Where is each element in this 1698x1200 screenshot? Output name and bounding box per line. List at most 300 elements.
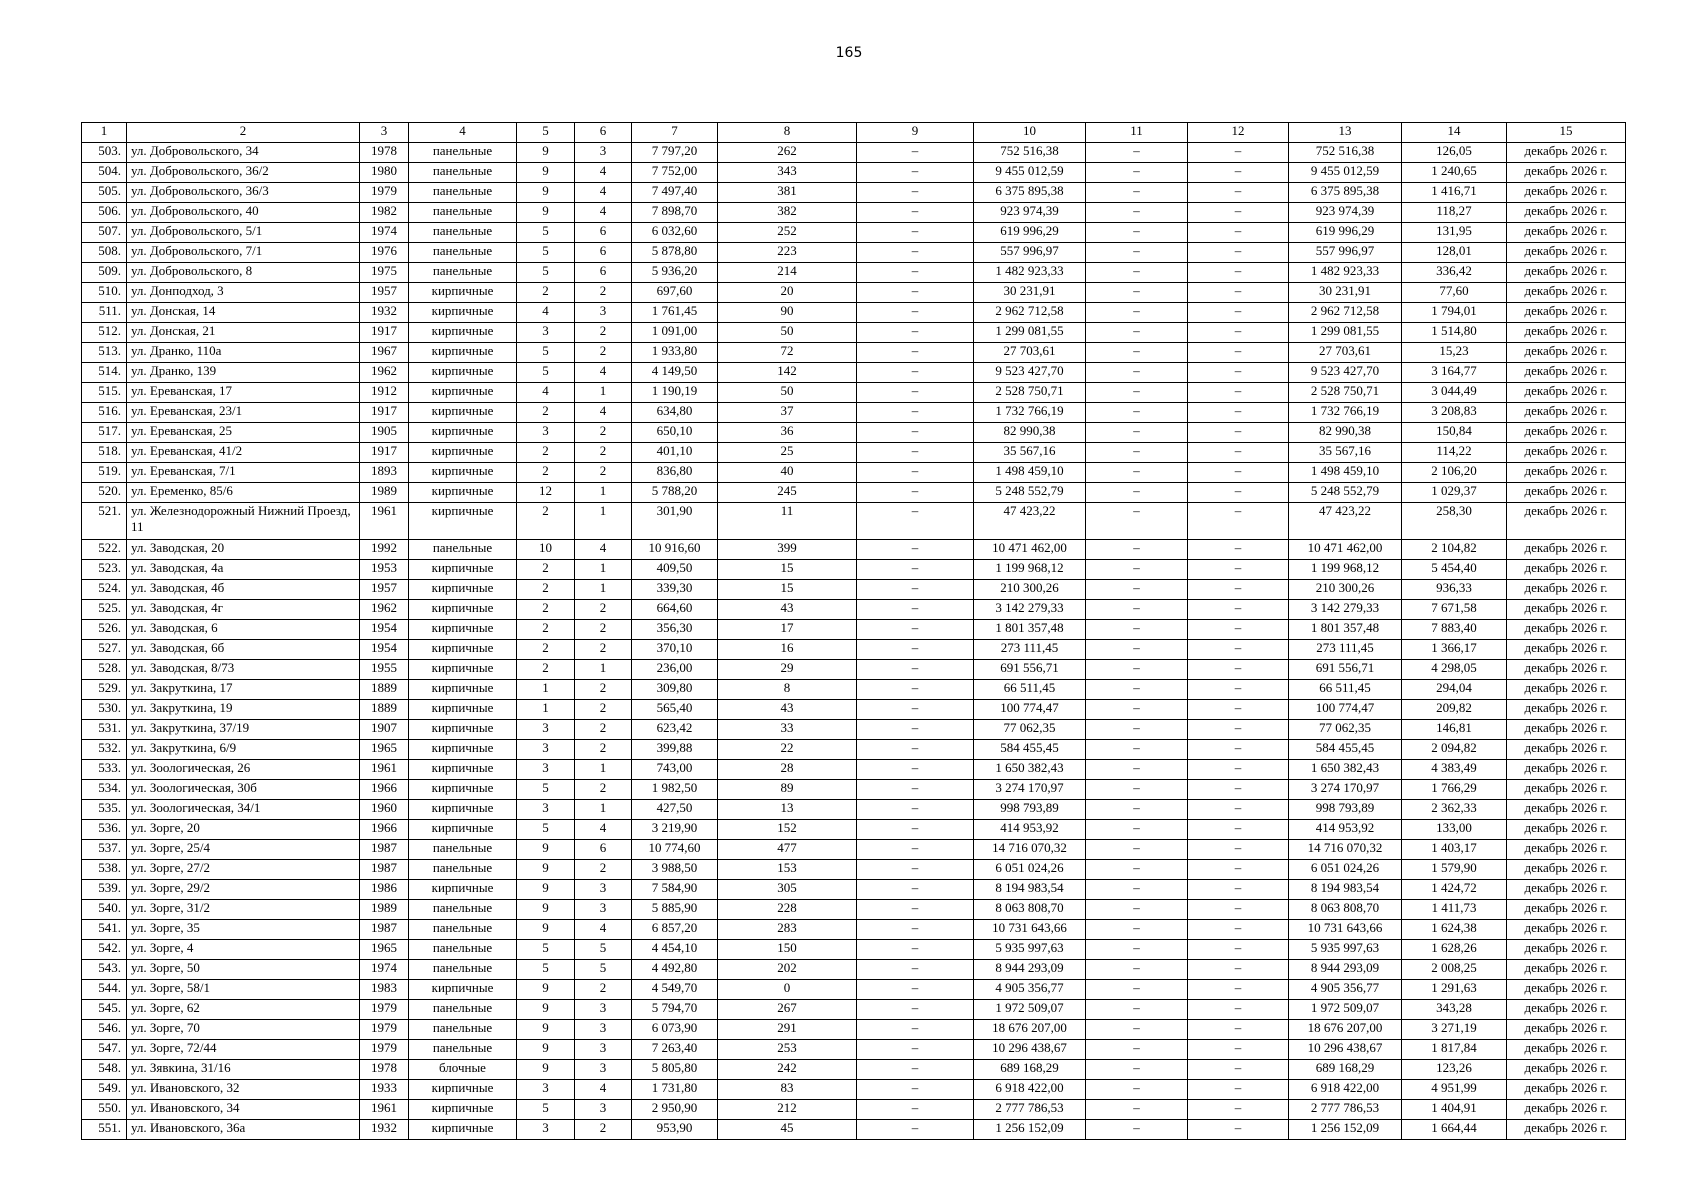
cell-floors: 4 — [517, 383, 575, 403]
cell-col-11: – — [1086, 503, 1188, 540]
table-row — [82, 403, 1626, 423]
cell-deadline: декабрь 2026 г. — [1507, 303, 1626, 323]
cell-residents: 43 — [718, 600, 857, 620]
cell-deadline: декабрь 2026 г. — [1507, 880, 1626, 900]
cell-cost-total-13: 923 974,39 — [1289, 203, 1402, 223]
cell-floors: 1 — [517, 700, 575, 720]
table-row — [82, 880, 1626, 900]
cell-cost-total-13: 1 256 152,09 — [1289, 1120, 1402, 1140]
cell-floors: 1 — [517, 680, 575, 700]
cell-residents: 291 — [718, 1020, 857, 1040]
cell-col-11: – — [1086, 700, 1188, 720]
cell-row-number: 536. — [82, 820, 127, 840]
cell-total-cost: 1 650 382,43 — [974, 760, 1086, 780]
cell-cost-total-13: 6 051 024,26 — [1289, 860, 1402, 880]
cell-col-11: – — [1086, 880, 1188, 900]
cell-address: ул. Зорге, 50 — [127, 960, 360, 980]
cell-wall-material: кирпичные — [409, 680, 517, 700]
cell-address: ул. Зорге, 27/2 — [127, 860, 360, 880]
cell-col-12: – — [1188, 940, 1289, 960]
cell-floors: 9 — [517, 1020, 575, 1040]
cell-total-cost: 1 299 081,55 — [974, 323, 1086, 343]
cell-deadline: декабрь 2026 г. — [1507, 503, 1626, 540]
cell-row-number: 547. — [82, 1040, 127, 1060]
cell-col-12: – — [1188, 700, 1289, 720]
cell-col-11: – — [1086, 540, 1188, 560]
cell-col-11: – — [1086, 1000, 1188, 1020]
cell-total-area: 7 584,90 — [632, 880, 718, 900]
cell-entrances: 3 — [575, 143, 632, 163]
table-row — [82, 740, 1626, 760]
cell-cost-total-13: 619 996,29 — [1289, 223, 1402, 243]
cell-total-area: 356,30 — [632, 620, 718, 640]
cell-floors: 9 — [517, 1060, 575, 1080]
cell-cost-per-sqm: 1 628,26 — [1402, 940, 1507, 960]
cell-total-cost: 10 296 438,67 — [974, 1040, 1086, 1060]
cell-cost-per-sqm: 4 383,49 — [1402, 760, 1507, 780]
cell-wall-material: панельные — [409, 1020, 517, 1040]
table-row — [82, 700, 1626, 720]
cell-total-area: 1 091,00 — [632, 323, 718, 343]
cell-col-11: – — [1086, 920, 1188, 940]
table-row — [82, 343, 1626, 363]
cell-deadline: декабрь 2026 г. — [1507, 720, 1626, 740]
cell-col-11: – — [1086, 660, 1188, 680]
cell-residents: 399 — [718, 540, 857, 560]
cell-total-area: 301,90 — [632, 503, 718, 540]
cell-total-area: 309,80 — [632, 680, 718, 700]
cell-year-built: 1955 — [360, 660, 409, 680]
cell-wall-material: кирпичные — [409, 343, 517, 363]
cell-deadline: декабрь 2026 г. — [1507, 920, 1626, 940]
cell-residents: 8 — [718, 680, 857, 700]
cell-row-number: 526. — [82, 620, 127, 640]
cell-col-9: – — [857, 1020, 974, 1040]
cell-residents: 43 — [718, 700, 857, 720]
cell-cost-total-13: 1 482 923,33 — [1289, 263, 1402, 283]
table-row — [82, 580, 1626, 600]
cell-floors: 5 — [517, 820, 575, 840]
cell-col-11: – — [1086, 1060, 1188, 1080]
cell-cost-per-sqm: 3 044,49 — [1402, 383, 1507, 403]
cell-address: ул. Зорге, 35 — [127, 920, 360, 940]
cell-wall-material: кирпичные — [409, 720, 517, 740]
cell-row-number: 515. — [82, 383, 127, 403]
cell-deadline: декабрь 2026 г. — [1507, 540, 1626, 560]
table-row — [82, 660, 1626, 680]
cell-cost-total-13: 3 274 170,97 — [1289, 780, 1402, 800]
cell-deadline: декабрь 2026 г. — [1507, 343, 1626, 363]
cell-entrances: 4 — [575, 1080, 632, 1100]
cell-col-9: – — [857, 1120, 974, 1140]
cell-cost-per-sqm: 5 454,40 — [1402, 560, 1507, 580]
cell-wall-material: кирпичные — [409, 700, 517, 720]
cell-total-area: 5 936,20 — [632, 263, 718, 283]
cell-entrances: 4 — [575, 820, 632, 840]
cell-residents: 267 — [718, 1000, 857, 1020]
cell-address: ул. Добровольского, 36/3 — [127, 183, 360, 203]
cell-col-11: – — [1086, 1100, 1188, 1120]
cell-floors: 5 — [517, 780, 575, 800]
cell-total-cost: 9 455 012,59 — [974, 163, 1086, 183]
cell-cost-total-13: 18 676 207,00 — [1289, 1020, 1402, 1040]
cell-col-11: – — [1086, 560, 1188, 580]
cell-col-11: – — [1086, 580, 1188, 600]
cell-floors: 3 — [517, 323, 575, 343]
cell-entrances: 1 — [575, 503, 632, 540]
cell-cost-per-sqm: 15,23 — [1402, 343, 1507, 363]
cell-deadline: декабрь 2026 г. — [1507, 940, 1626, 960]
cell-row-number: 516. — [82, 403, 127, 423]
cell-wall-material: кирпичные — [409, 1100, 517, 1120]
cell-col-9: – — [857, 940, 974, 960]
cell-floors: 5 — [517, 263, 575, 283]
cell-col-9: – — [857, 283, 974, 303]
cell-row-number: 514. — [82, 363, 127, 383]
cell-total-cost: 30 231,91 — [974, 283, 1086, 303]
cell-col-9: – — [857, 163, 974, 183]
cell-address: ул. Зорге, 72/44 — [127, 1040, 360, 1060]
cell-residents: 89 — [718, 780, 857, 800]
cell-address: ул. Добровольского, 5/1 — [127, 223, 360, 243]
cell-residents: 0 — [718, 980, 857, 1000]
cell-row-number: 546. — [82, 1020, 127, 1040]
table-row — [82, 800, 1626, 820]
cell-row-number: 528. — [82, 660, 127, 680]
cell-col-9: – — [857, 463, 974, 483]
cell-wall-material: кирпичные — [409, 423, 517, 443]
cell-address: ул. Заводская, 4б — [127, 580, 360, 600]
cell-col-12: – — [1188, 1040, 1289, 1060]
cell-entrances: 2 — [575, 1120, 632, 1140]
cell-col-11: – — [1086, 960, 1188, 980]
cell-col-9: – — [857, 960, 974, 980]
cell-cost-per-sqm: 2 094,82 — [1402, 740, 1507, 760]
cell-total-cost: 998 793,89 — [974, 800, 1086, 820]
cell-cost-total-13: 691 556,71 — [1289, 660, 1402, 680]
cell-cost-per-sqm: 1 424,72 — [1402, 880, 1507, 900]
cell-floors: 9 — [517, 900, 575, 920]
cell-cost-per-sqm: 7 883,40 — [1402, 620, 1507, 640]
cell-residents: 214 — [718, 263, 857, 283]
cell-col-12: – — [1188, 1120, 1289, 1140]
cell-row-number: 519. — [82, 463, 127, 483]
cell-col-12: – — [1188, 860, 1289, 880]
cell-total-area: 7 898,70 — [632, 203, 718, 223]
cell-wall-material: кирпичные — [409, 1080, 517, 1100]
cell-col-12: – — [1188, 680, 1289, 700]
cell-cost-per-sqm: 1 404,91 — [1402, 1100, 1507, 1120]
cell-row-number: 509. — [82, 263, 127, 283]
cell-total-cost: 584 455,45 — [974, 740, 1086, 760]
cell-year-built: 1967 — [360, 343, 409, 363]
cell-col-12: – — [1188, 483, 1289, 503]
cell-col-11: – — [1086, 740, 1188, 760]
cell-total-cost: 100 774,47 — [974, 700, 1086, 720]
cell-entrances: 5 — [575, 960, 632, 980]
cell-row-number: 524. — [82, 580, 127, 600]
cell-cost-per-sqm: 209,82 — [1402, 700, 1507, 720]
cell-address: ул. Дранко, 110а — [127, 343, 360, 363]
cell-entrances: 2 — [575, 640, 632, 660]
cell-residents: 153 — [718, 860, 857, 880]
cell-cost-total-13: 6 375 895,38 — [1289, 183, 1402, 203]
cell-floors: 2 — [517, 640, 575, 660]
cell-floors: 2 — [517, 403, 575, 423]
cell-year-built: 1992 — [360, 540, 409, 560]
cell-wall-material: кирпичные — [409, 800, 517, 820]
cell-wall-material: панельные — [409, 203, 517, 223]
cell-total-area: 650,10 — [632, 423, 718, 443]
cell-residents: 22 — [718, 740, 857, 760]
cell-cost-total-13: 9 455 012,59 — [1289, 163, 1402, 183]
cell-residents: 20 — [718, 283, 857, 303]
cell-wall-material: панельные — [409, 920, 517, 940]
cell-total-cost: 8 063 808,70 — [974, 900, 1086, 920]
cell-col-11: – — [1086, 860, 1188, 880]
cell-total-area: 401,10 — [632, 443, 718, 463]
cell-wall-material: кирпичные — [409, 463, 517, 483]
cell-row-number: 544. — [82, 980, 127, 1000]
cell-row-number: 517. — [82, 423, 127, 443]
cell-wall-material: кирпичные — [409, 303, 517, 323]
cell-address: ул. Добровольского, 34 — [127, 143, 360, 163]
cell-entrances: 2 — [575, 620, 632, 640]
cell-wall-material: панельные — [409, 263, 517, 283]
table-row — [82, 143, 1626, 163]
cell-col-12: – — [1188, 1020, 1289, 1040]
cell-col-9: – — [857, 203, 974, 223]
cell-row-number: 530. — [82, 700, 127, 720]
cell-entrances: 2 — [575, 780, 632, 800]
table-row — [82, 1000, 1626, 1020]
cell-col-12: – — [1188, 800, 1289, 820]
cell-cost-per-sqm: 294,04 — [1402, 680, 1507, 700]
cell-cost-per-sqm: 1 514,80 — [1402, 323, 1507, 343]
cell-col-12: – — [1188, 463, 1289, 483]
cell-total-area: 1 982,50 — [632, 780, 718, 800]
cell-wall-material: кирпичные — [409, 443, 517, 463]
cell-row-number: 520. — [82, 483, 127, 503]
cell-total-area: 1 933,80 — [632, 343, 718, 363]
cell-col-12: – — [1188, 503, 1289, 540]
cell-total-area: 5 788,20 — [632, 483, 718, 503]
cell-col-12: – — [1188, 540, 1289, 560]
cell-floors: 9 — [517, 880, 575, 900]
cell-wall-material: кирпичные — [409, 580, 517, 600]
cell-col-11: – — [1086, 223, 1188, 243]
cell-col-9: – — [857, 880, 974, 900]
cell-deadline: декабрь 2026 г. — [1507, 960, 1626, 980]
cell-cost-total-13: 2 962 712,58 — [1289, 303, 1402, 323]
cell-year-built: 1962 — [360, 363, 409, 383]
cell-cost-total-13: 3 142 279,33 — [1289, 600, 1402, 620]
cell-address: ул. Еременко, 85/6 — [127, 483, 360, 503]
cell-col-9: – — [857, 700, 974, 720]
table-row — [82, 183, 1626, 203]
cell-deadline: декабрь 2026 г. — [1507, 700, 1626, 720]
cell-cost-per-sqm: 1 817,84 — [1402, 1040, 1507, 1060]
cell-cost-per-sqm: 150,84 — [1402, 423, 1507, 443]
cell-address: ул. Ивановского, 32 — [127, 1080, 360, 1100]
table-row — [82, 323, 1626, 343]
cell-wall-material: панельные — [409, 940, 517, 960]
cell-cost-per-sqm: 3 271,19 — [1402, 1020, 1507, 1040]
cell-year-built: 1987 — [360, 920, 409, 940]
cell-col-9: – — [857, 363, 974, 383]
cell-col-9: – — [857, 760, 974, 780]
cell-residents: 50 — [718, 323, 857, 343]
cell-entrances: 3 — [575, 1020, 632, 1040]
cell-year-built: 1987 — [360, 860, 409, 880]
cell-total-cost: 689 168,29 — [974, 1060, 1086, 1080]
cell-col-12: – — [1188, 580, 1289, 600]
cell-col-9: – — [857, 323, 974, 343]
cell-total-cost: 691 556,71 — [974, 660, 1086, 680]
cell-col-11: – — [1086, 640, 1188, 660]
cell-year-built: 1965 — [360, 740, 409, 760]
cell-cost-total-13: 2 777 786,53 — [1289, 1100, 1402, 1120]
cell-total-area: 6 857,20 — [632, 920, 718, 940]
cell-residents: 15 — [718, 560, 857, 580]
cell-total-cost: 1 256 152,09 — [974, 1120, 1086, 1140]
cell-floors: 2 — [517, 443, 575, 463]
cell-total-area: 4 549,70 — [632, 980, 718, 1000]
cell-year-built: 1979 — [360, 1000, 409, 1020]
cell-total-cost: 1 972 509,07 — [974, 1000, 1086, 1020]
cell-entrances: 6 — [575, 223, 632, 243]
cell-residents: 11 — [718, 503, 857, 540]
cell-floors: 2 — [517, 600, 575, 620]
cell-entrances: 1 — [575, 383, 632, 403]
cell-wall-material: панельные — [409, 840, 517, 860]
cell-cost-per-sqm: 2 104,82 — [1402, 540, 1507, 560]
cell-col-9: – — [857, 303, 974, 323]
cell-cost-per-sqm: 1 291,63 — [1402, 980, 1507, 1000]
cell-year-built: 1957 — [360, 580, 409, 600]
cell-row-number: 540. — [82, 900, 127, 920]
cell-residents: 283 — [718, 920, 857, 940]
cell-col-11: – — [1086, 163, 1188, 183]
cell-col-12: – — [1188, 283, 1289, 303]
cell-total-area: 399,88 — [632, 740, 718, 760]
cell-total-area: 1 761,45 — [632, 303, 718, 323]
cell-entrances: 3 — [575, 1040, 632, 1060]
cell-entrances: 2 — [575, 343, 632, 363]
cell-cost-per-sqm: 2 106,20 — [1402, 463, 1507, 483]
cell-deadline: декабрь 2026 г. — [1507, 1120, 1626, 1140]
cell-deadline: декабрь 2026 г. — [1507, 580, 1626, 600]
cell-cost-per-sqm: 1 664,44 — [1402, 1120, 1507, 1140]
cell-residents: 253 — [718, 1040, 857, 1060]
cell-address: ул. Ивановского, 34 — [127, 1100, 360, 1120]
column-number-header: 6 — [575, 123, 632, 143]
cell-deadline: декабрь 2026 г. — [1507, 620, 1626, 640]
cell-col-11: – — [1086, 780, 1188, 800]
cell-floors: 3 — [517, 760, 575, 780]
cell-total-cost: 5 248 552,79 — [974, 483, 1086, 503]
cell-wall-material: панельные — [409, 860, 517, 880]
cell-wall-material: панельные — [409, 1040, 517, 1060]
cell-entrances: 2 — [575, 423, 632, 443]
table-row — [82, 283, 1626, 303]
cell-entrances: 1 — [575, 760, 632, 780]
cell-wall-material: кирпичные — [409, 880, 517, 900]
cell-col-9: – — [857, 820, 974, 840]
cell-col-9: – — [857, 840, 974, 860]
cell-col-12: – — [1188, 183, 1289, 203]
cell-total-area: 370,10 — [632, 640, 718, 660]
cell-cost-per-sqm: 1 624,38 — [1402, 920, 1507, 940]
cell-wall-material: кирпичные — [409, 820, 517, 840]
cell-cost-per-sqm: 4 298,05 — [1402, 660, 1507, 680]
cell-col-11: – — [1086, 183, 1188, 203]
cell-floors: 5 — [517, 960, 575, 980]
cell-cost-total-13: 210 300,26 — [1289, 580, 1402, 600]
cell-wall-material: кирпичные — [409, 780, 517, 800]
cell-col-9: – — [857, 800, 974, 820]
cell-floors: 4 — [517, 303, 575, 323]
cell-cost-per-sqm: 1 029,37 — [1402, 483, 1507, 503]
cell-deadline: декабрь 2026 г. — [1507, 443, 1626, 463]
cell-address: ул. Закруткина, 19 — [127, 700, 360, 720]
cell-address: ул. Ереванская, 7/1 — [127, 463, 360, 483]
cell-cost-per-sqm: 4 951,99 — [1402, 1080, 1507, 1100]
cell-col-9: – — [857, 403, 974, 423]
cell-address: ул. Зорге, 62 — [127, 1000, 360, 1020]
cell-col-11: – — [1086, 840, 1188, 860]
cell-cost-total-13: 14 716 070,32 — [1289, 840, 1402, 860]
cell-col-12: – — [1188, 243, 1289, 263]
cell-col-11: – — [1086, 363, 1188, 383]
table-row — [82, 203, 1626, 223]
cell-entrances: 3 — [575, 1060, 632, 1080]
table-row — [82, 503, 1626, 540]
cell-deadline: декабрь 2026 г. — [1507, 780, 1626, 800]
cell-address: ул. Ереванская, 23/1 — [127, 403, 360, 423]
cell-cost-per-sqm: 114,22 — [1402, 443, 1507, 463]
cell-col-11: – — [1086, 820, 1188, 840]
cell-col-11: – — [1086, 620, 1188, 640]
cell-address: ул. Железнодорожный Нижний Проезд, 11 — [127, 503, 360, 540]
cell-residents: 343 — [718, 163, 857, 183]
cell-col-9: – — [857, 600, 974, 620]
cell-address: ул. Зорге, 20 — [127, 820, 360, 840]
cell-row-number: 537. — [82, 840, 127, 860]
table-row — [82, 443, 1626, 463]
cell-col-9: – — [857, 1040, 974, 1060]
cell-col-12: – — [1188, 760, 1289, 780]
cell-total-cost: 8 194 983,54 — [974, 880, 1086, 900]
cell-col-9: – — [857, 740, 974, 760]
cell-total-area: 10 916,60 — [632, 540, 718, 560]
cell-deadline: декабрь 2026 г. — [1507, 600, 1626, 620]
cell-residents: 25 — [718, 443, 857, 463]
cell-total-cost: 1 482 923,33 — [974, 263, 1086, 283]
cell-row-number: 535. — [82, 800, 127, 820]
cell-deadline: декабрь 2026 г. — [1507, 283, 1626, 303]
cell-col-9: – — [857, 423, 974, 443]
cell-wall-material: кирпичные — [409, 640, 517, 660]
table-row — [82, 760, 1626, 780]
cell-year-built: 1962 — [360, 600, 409, 620]
cell-year-built: 1917 — [360, 403, 409, 423]
cell-address: ул. Ереванская, 17 — [127, 383, 360, 403]
cell-year-built: 1953 — [360, 560, 409, 580]
column-number-header: 10 — [974, 123, 1086, 143]
cell-col-11: – — [1086, 423, 1188, 443]
cell-deadline: декабрь 2026 г. — [1507, 223, 1626, 243]
